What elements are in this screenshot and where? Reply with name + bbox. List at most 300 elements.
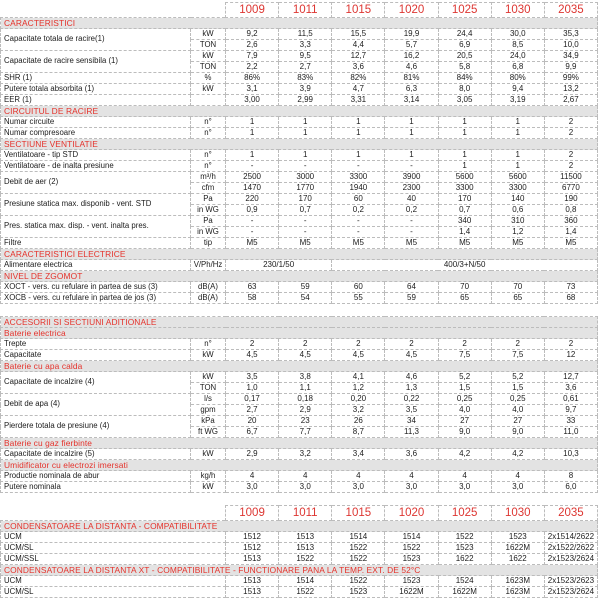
data-row: [1, 350, 598, 361]
value-cell: 2300: [385, 183, 438, 194]
model-header: 1030: [491, 3, 544, 18]
value-cell: 4,2: [491, 449, 544, 460]
row-label: Debit de aer (2): [1, 172, 191, 194]
spacer-cell: [1, 493, 598, 506]
value-cell: 4,5: [332, 350, 385, 361]
models-header-row: [1, 506, 598, 521]
value-cell: 5600: [491, 172, 544, 183]
row-label: Pierdere totala de presiune (4): [1, 416, 191, 438]
value-cell: 9,5: [279, 51, 332, 62]
model-header: 1009: [226, 506, 279, 521]
value-cell: 6,3: [385, 84, 438, 95]
value-cell: 6,7: [226, 427, 279, 438]
section-header-row: [1, 521, 598, 532]
row-label: Capacitate de incalzire (4): [1, 372, 191, 394]
value-cell: 310: [491, 216, 544, 227]
value-cell: 12,7: [544, 372, 597, 383]
value-cell: 2,67: [544, 95, 597, 106]
data-row: [1, 482, 598, 493]
spec-table: [0, 2, 598, 598]
value-cell: 2500: [226, 172, 279, 183]
value-cell: 4,5: [385, 350, 438, 361]
value-cell: 0,6: [491, 205, 544, 216]
value-cell: 340: [438, 216, 491, 227]
value-cell: 1,1: [279, 383, 332, 394]
data-row: [1, 394, 598, 405]
data-row: [1, 29, 598, 40]
value-cell: 0,25: [491, 394, 544, 405]
value-cell: 12,7: [332, 51, 385, 62]
value-cell: 6,9: [438, 40, 491, 51]
unit-cell: l/s: [191, 394, 226, 405]
value-cell: 2,6: [226, 40, 279, 51]
value-cell: 2: [385, 339, 438, 350]
data-row: [1, 117, 598, 128]
value-cell: 80%: [491, 73, 544, 84]
value-cell: 1522: [438, 532, 491, 543]
value-cell: 20,5: [438, 51, 491, 62]
data-row: [1, 51, 598, 62]
value-cell: -: [385, 161, 438, 172]
value-cell: 8,7: [332, 427, 385, 438]
value-cell: 9,0: [438, 427, 491, 438]
value-cell: 1: [279, 150, 332, 161]
value-cell: 1,2: [491, 227, 544, 238]
section-header-row: [1, 328, 598, 339]
value-cell: 1523: [438, 543, 491, 554]
value-cell: M5: [438, 238, 491, 249]
unit-cell: tip: [191, 238, 226, 249]
value-cell: 2,7: [279, 62, 332, 73]
data-row: [1, 95, 598, 106]
value-cell: 0,7: [279, 205, 332, 216]
value-cell: 4,6: [385, 62, 438, 73]
value-cell: 1513: [226, 576, 279, 587]
unit-cell: kW: [191, 449, 226, 460]
unit-cell: kW: [191, 372, 226, 383]
model-header: 2035: [544, 506, 597, 521]
row-label: Presiune statica max. disponib - vent. STD: [1, 194, 191, 216]
spec-table-body: [1, 3, 598, 598]
row-label: Capacitate de incalzire (5): [1, 449, 191, 460]
data-row: [1, 260, 598, 271]
value-cell: 2,9: [279, 405, 332, 416]
value-cell: 0,9: [226, 205, 279, 216]
section-header-row: [1, 18, 598, 29]
value-cell: 1,4: [544, 227, 597, 238]
value-cell: 1: [279, 117, 332, 128]
value-cell: M5: [332, 238, 385, 249]
row-label: UCM: [1, 576, 226, 587]
value-cell: 1: [279, 128, 332, 139]
value-cell: 7,5: [491, 350, 544, 361]
value-cell: 34: [385, 416, 438, 427]
value-cell: 4,6: [385, 372, 438, 383]
value-cell: 4,7: [332, 84, 385, 95]
value-cell: 0,20: [332, 394, 385, 405]
data-row: [1, 532, 598, 543]
row-label: Capacitate totala de racire(1): [1, 29, 191, 51]
unit-cell: kg/h: [191, 471, 226, 482]
value-cell: 1: [438, 161, 491, 172]
value-cell: 2,99: [279, 95, 332, 106]
value-cell: -: [385, 227, 438, 238]
value-cell: 1: [332, 128, 385, 139]
value-cell: -: [332, 161, 385, 172]
value-cell: 2: [544, 339, 597, 350]
row-label: Ventilatoare - de inalta presiune: [1, 161, 191, 172]
value-cell: 5,2: [438, 372, 491, 383]
value-cell: 3900: [385, 172, 438, 183]
model-header: 1015: [332, 3, 385, 18]
value-cell: 9,0: [491, 427, 544, 438]
section-header-row: [1, 460, 598, 471]
value-cell: 7,5: [438, 350, 491, 361]
value-cell: 81%: [385, 73, 438, 84]
value-cell: 1514: [332, 532, 385, 543]
value-cell: 6770: [544, 183, 597, 194]
value-cell: 11,0: [544, 427, 597, 438]
unit-cell: n°: [191, 128, 226, 139]
section-header-row: [1, 438, 598, 449]
value-cell: 3,0: [279, 482, 332, 493]
value-cell: 2: [544, 150, 597, 161]
value-cell: 4,1: [332, 372, 385, 383]
row-label: Capacitate de racire sensibila (1): [1, 51, 191, 73]
unit-cell: TON: [191, 40, 226, 51]
value-cell: 3,2: [279, 449, 332, 460]
value-cell: 3,0: [332, 482, 385, 493]
value-cell: 5,2: [491, 372, 544, 383]
section-header-row: [1, 565, 598, 576]
value-cell: 30,0: [491, 29, 544, 40]
value-cell: 3,1: [226, 84, 279, 95]
value-cell: 1: [491, 128, 544, 139]
value-cell: 1: [438, 128, 491, 139]
value-cell: -: [279, 161, 332, 172]
value-cell: M5: [491, 238, 544, 249]
model-header: 1020: [385, 506, 438, 521]
value-cell: 15,5: [332, 29, 385, 40]
value-cell: 1513: [226, 554, 279, 565]
value-cell: 9,7: [544, 405, 597, 416]
value-cell: 1514: [279, 576, 332, 587]
value-cell: 2: [332, 339, 385, 350]
section-header-row: [1, 106, 598, 117]
value-cell: 5,7: [385, 40, 438, 51]
value-cell: 4,5: [279, 350, 332, 361]
value-cell: 64: [385, 282, 438, 293]
value-cell: 360: [544, 216, 597, 227]
value-cell: 1: [438, 117, 491, 128]
value-cell: 2x1523/2623: [544, 576, 597, 587]
row-label: UCM/SL: [1, 543, 226, 554]
spacer-cell: [1, 304, 598, 317]
data-row: [1, 293, 598, 304]
value-cell: 1,4: [438, 227, 491, 238]
value-cell: 70: [438, 282, 491, 293]
value-cell: 99%: [544, 73, 597, 84]
value-cell: 1,2: [332, 383, 385, 394]
value-cell: 70: [491, 282, 544, 293]
data-row: [1, 282, 598, 293]
unit-cell: m³/h: [191, 172, 226, 183]
spacer-row: [1, 493, 598, 506]
value-cell: 1623M: [491, 587, 544, 598]
value-cell: 2,7: [226, 405, 279, 416]
value-cell: 3,8: [279, 372, 332, 383]
value-cell: 1: [385, 128, 438, 139]
value-cell: 1: [491, 161, 544, 172]
value-cell: 40: [385, 194, 438, 205]
value-cell: 8,0: [438, 84, 491, 95]
value-cell: 3,4: [332, 449, 385, 460]
unit-cell: n°: [191, 339, 226, 350]
value-cell: 3,0: [226, 482, 279, 493]
value-cell: 1: [332, 117, 385, 128]
value-cell: 2x1523/2624: [544, 554, 597, 565]
value-cell: 4,0: [438, 405, 491, 416]
value-cell: 1513: [279, 532, 332, 543]
value-cell: -: [385, 216, 438, 227]
value-cell: 24,4: [438, 29, 491, 40]
unit-cell: TON: [191, 383, 226, 394]
data-row: [1, 372, 598, 383]
unit-cell: n°: [191, 150, 226, 161]
value-cell: 8: [544, 471, 597, 482]
unit-cell: V/Ph/Hz: [191, 260, 226, 271]
row-label: Ventilatoare - tip STD: [1, 150, 191, 161]
section-header-row: [1, 139, 598, 150]
value-cell: 170: [279, 194, 332, 205]
value-cell: 4: [279, 471, 332, 482]
data-row: [1, 150, 598, 161]
models-header-spacer: [1, 3, 226, 18]
models-header-spacer: [1, 506, 226, 521]
value-cell: 0,22: [385, 394, 438, 405]
value-cell: 9,9: [544, 62, 597, 73]
row-label: Trepte: [1, 339, 191, 350]
value-cell: 1: [385, 117, 438, 128]
value-cell: 5600: [438, 172, 491, 183]
value-cell: 3,0: [385, 482, 438, 493]
value-cell: 2: [279, 339, 332, 350]
value-cell: 60: [332, 194, 385, 205]
model-header: 2035: [544, 3, 597, 18]
unit-cell: gpm: [191, 405, 226, 416]
section-header: CARACTERISTICI: [1, 18, 598, 29]
data-row: [1, 449, 598, 460]
value-cell: 33: [544, 416, 597, 427]
data-row: [1, 216, 598, 227]
value-cell: -: [226, 216, 279, 227]
value-cell: 4: [491, 471, 544, 482]
value-cell: 84%: [438, 73, 491, 84]
row-label: Debit de apa (4): [1, 394, 191, 416]
value-cell: 73: [544, 282, 597, 293]
value-cell: 3,5: [226, 372, 279, 383]
value-cell: 3300: [491, 183, 544, 194]
value-cell: 3,19: [491, 95, 544, 106]
value-cell: 220: [226, 194, 279, 205]
row-label: XOCB - vers. cu refulare in partea de jos (3): [1, 293, 191, 304]
data-row: [1, 238, 598, 249]
value-cell: 1: [226, 150, 279, 161]
section-header: CONDENSATOARE LA DISTANTA XT - COMPATIBILITATE - FUNCTIONARE PANA LA TEMP. EXT. DE 52°C: [1, 565, 598, 576]
section-header: Baterie electrica: [1, 328, 598, 339]
value-cell: 4,4: [332, 40, 385, 51]
value-cell: 9,4: [491, 84, 544, 95]
data-row: [1, 73, 598, 84]
value-cell: 4: [226, 471, 279, 482]
value-cell: 0,17: [226, 394, 279, 405]
value-cell: M5: [385, 238, 438, 249]
value-cell: 2: [544, 161, 597, 172]
value-cell: 1512: [226, 543, 279, 554]
value-cell: 1512: [226, 532, 279, 543]
section-header-row: [1, 249, 598, 260]
value-cell: M5: [279, 238, 332, 249]
value-cell: 1522: [279, 587, 332, 598]
value-cell: 2: [226, 339, 279, 350]
value-cell: 4: [438, 471, 491, 482]
models-header-row: [1, 3, 598, 18]
value-cell: M5: [544, 238, 597, 249]
model-header: 1011: [279, 3, 332, 18]
value-cell: 24,0: [491, 51, 544, 62]
value-cell: 0,25: [438, 394, 491, 405]
value-cell: -: [332, 227, 385, 238]
value-cell: 12: [544, 350, 597, 361]
model-header: 1030: [491, 506, 544, 521]
value-cell: 82%: [332, 73, 385, 84]
value-cell: 2: [491, 339, 544, 350]
row-label: Pres. statica max. disp. - vent. inalta pres.: [1, 216, 191, 238]
value-cell: 3,3: [279, 40, 332, 51]
value-cell: 3,9: [279, 84, 332, 95]
section-header: CARACTERISTICI ELECTRICE: [1, 249, 598, 260]
value-cell: 65: [438, 293, 491, 304]
value-cell: 4,2: [438, 449, 491, 460]
model-header: 1025: [438, 506, 491, 521]
value-cell: 4: [332, 471, 385, 482]
value-cell: 3,5: [385, 405, 438, 416]
value-cell: 4,0: [491, 405, 544, 416]
unit-cell: ft WG: [191, 427, 226, 438]
value-cell: 1523: [385, 576, 438, 587]
value-cell: 1623M: [491, 576, 544, 587]
value-cell: -: [226, 161, 279, 172]
value-cell: 3,31: [332, 95, 385, 106]
value-cell: 63: [226, 282, 279, 293]
value-cell: 1522: [385, 543, 438, 554]
value-cell: 0,18: [279, 394, 332, 405]
value-cell: 1523: [385, 554, 438, 565]
value-cell: 1470: [226, 183, 279, 194]
value-cell: 1513: [279, 543, 332, 554]
unit-cell: dB(A): [191, 293, 226, 304]
row-label: Numar compresoare: [1, 128, 191, 139]
unit-cell: kW: [191, 482, 226, 493]
value-cell: 65: [491, 293, 544, 304]
row-label: Filtre: [1, 238, 191, 249]
value-cell: 1523: [332, 587, 385, 598]
value-cell: 2x1514/2622: [544, 532, 597, 543]
value-cell: 3000: [279, 172, 332, 183]
row-label: Capacitate: [1, 350, 191, 361]
value-cell: 27: [491, 416, 544, 427]
data-row: [1, 471, 598, 482]
value-cell: 59: [279, 282, 332, 293]
section-header: CONDENSATOARE LA DISTANTA - COMPATIBILITATE: [1, 521, 598, 532]
value-cell: 0,8: [544, 205, 597, 216]
value-cell: 1: [491, 150, 544, 161]
value-cell: -: [279, 227, 332, 238]
value-cell: 3,6: [385, 449, 438, 460]
value-cell: 20: [226, 416, 279, 427]
value-cell: 59: [385, 293, 438, 304]
value-cell: 0,2: [332, 205, 385, 216]
value-cell: M5: [226, 238, 279, 249]
value-cell: 54: [279, 293, 332, 304]
data-row: [1, 128, 598, 139]
unit-cell: cfm: [191, 183, 226, 194]
data-row: [1, 172, 598, 183]
value-cell: 3,05: [438, 95, 491, 106]
row-label: Putere nominala: [1, 482, 191, 493]
value-cell: 1523: [491, 532, 544, 543]
value-cell: 7,7: [279, 427, 332, 438]
unit-cell: kW: [191, 51, 226, 62]
value-cell: 58: [226, 293, 279, 304]
unit-cell: [191, 95, 226, 106]
value-cell: 1940: [332, 183, 385, 194]
value-cell: 1,5: [438, 383, 491, 394]
value-cell: 1: [226, 117, 279, 128]
value-cell: 1,3: [385, 383, 438, 394]
value-cell: 0,7: [438, 205, 491, 216]
value-cell: 1: [226, 128, 279, 139]
value-cell: 2: [438, 339, 491, 350]
value-cell: 3,2: [332, 405, 385, 416]
section-header: SECTIUNE VENTILATIE: [1, 139, 598, 150]
unit-cell: dB(A): [191, 282, 226, 293]
value-cell: 11,5: [279, 29, 332, 40]
unit-cell: in WG: [191, 227, 226, 238]
value-cell: 1622M: [438, 587, 491, 598]
value-cell: 0,61: [544, 394, 597, 405]
spacer-row: [1, 304, 598, 317]
value-cell: 190: [544, 194, 597, 205]
value-cell: -: [332, 216, 385, 227]
value-cell: 8,5: [491, 40, 544, 51]
section-header: Umidificator cu electrozi imersati: [1, 460, 598, 471]
value-cell: 86%: [226, 73, 279, 84]
value-cell: 34,9: [544, 51, 597, 62]
value-cell: 2: [544, 117, 597, 128]
value-cell: 1: [332, 150, 385, 161]
unit-cell: kW: [191, 350, 226, 361]
value-cell: 1622M: [385, 587, 438, 598]
value-cell: 1622: [491, 554, 544, 565]
value-cell: 4,5: [226, 350, 279, 361]
unit-cell: in WG: [191, 205, 226, 216]
section-header: NIVEL DE ZGOMOT: [1, 271, 598, 282]
value-cell: 23: [279, 416, 332, 427]
value-cell: 7,9: [226, 51, 279, 62]
unit-cell: n°: [191, 117, 226, 128]
value-cell: 11500: [544, 172, 597, 183]
